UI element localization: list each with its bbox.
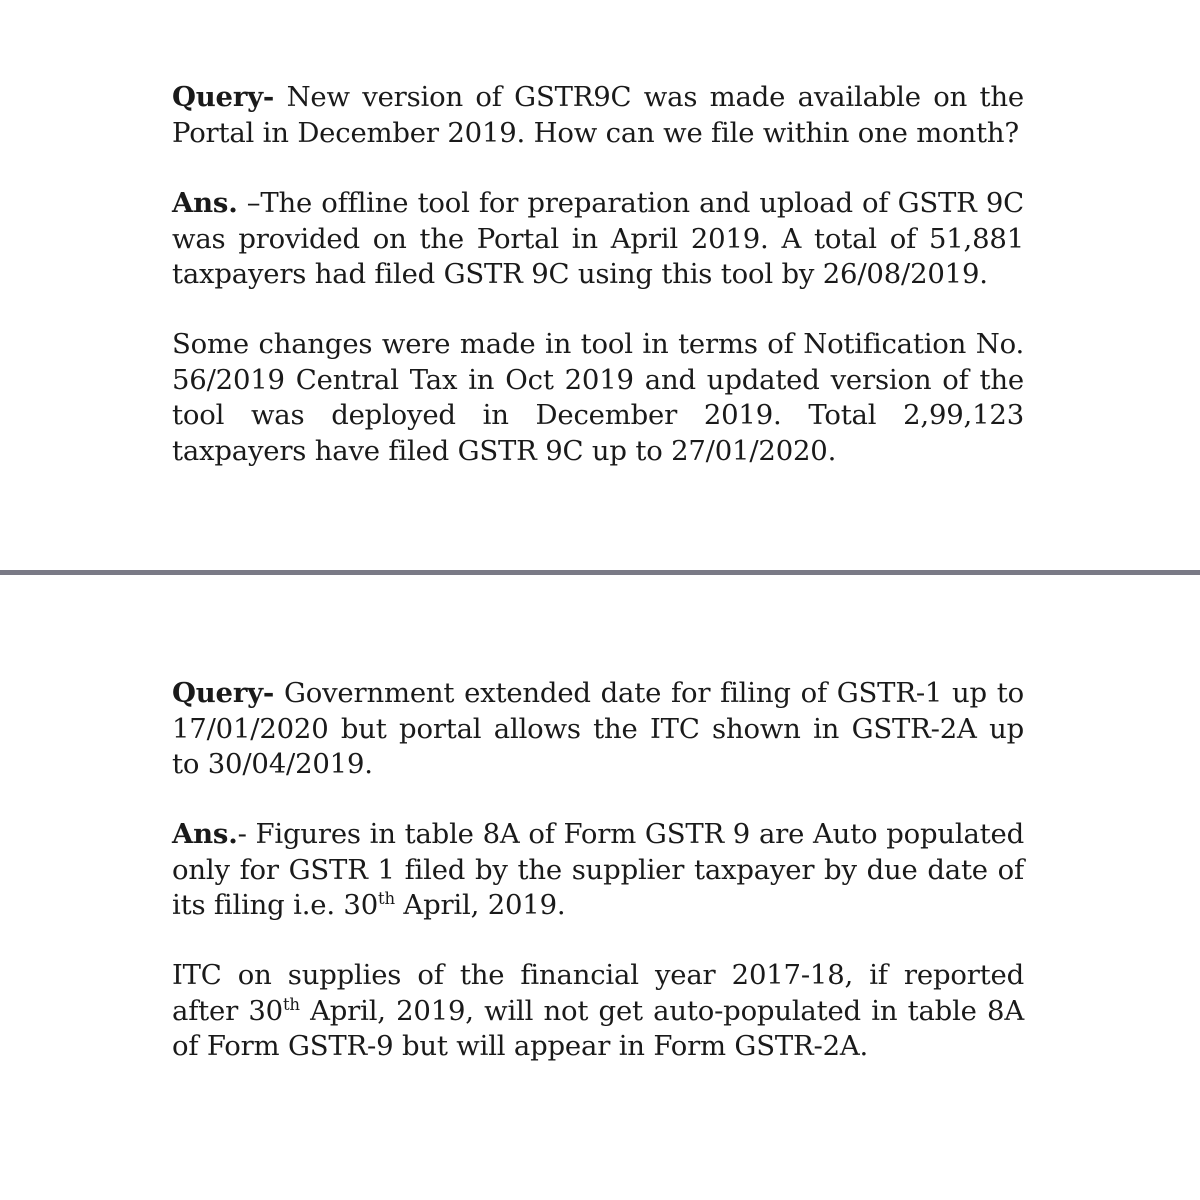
query-label: Query- (172, 81, 275, 113)
answer-paragraph (172, 186, 1024, 293)
notification-paragraph: Some changes were made in tool in terms of Notification No. 56/2019 Central Tax in Oct 2019 and updated version of the tool was deployed in December 2019. Total 2,99,123 taxpayers have filed GSTR 9C up to 27/01/2020. (172, 328, 1024, 467)
panel-divider (0, 570, 1200, 575)
ordinal-suffix: th (282, 994, 300, 1014)
itc-text-start: ITC on supplies of the financial year 2017-18, if reported after 30 (172, 959, 1024, 1027)
answer-text-end: April, 2019. (394, 889, 566, 921)
ordinal-suffix: th (378, 888, 395, 908)
answer-text-start: - Figures in table 8A of Form GSTR 9 are Auto populated only for GSTR 1 filed by the supplier taxpayer by due date of its filing i.e. 30 (172, 818, 1024, 921)
answer-label: Ans. (172, 187, 238, 219)
answer-text: –The offline tool for preparation and upload of GSTR 9C was provided on the Portal in April 2019. A total of 51,881 taxpayers had filed GSTR 9C using this tool by 26/08/2019. (172, 187, 1024, 290)
query-text: Government extended date for filing of GSTR-1 up to 17/01/2020 but portal allows the ITC shown in GSTR-2A up to 30/04/2019. (172, 677, 1024, 780)
answer-paragraph (172, 817, 1024, 924)
answer-label: Ans. (172, 818, 238, 850)
itc-text-end: April, 2019, will not get auto-populated in table 8A of Form GSTR-9 but will appear in Form GSTR-2A. (172, 994, 1025, 1062)
query-text: New version of GSTR9C was made available on the Portal in December 2019. How can we file within one month? (172, 81, 1024, 149)
top-document-panel (0, 0, 1200, 570)
query-paragraph (172, 676, 1024, 783)
itc-paragraph (172, 958, 1024, 1065)
query-paragraph (172, 80, 1024, 151)
query-label: Query- (172, 677, 275, 709)
